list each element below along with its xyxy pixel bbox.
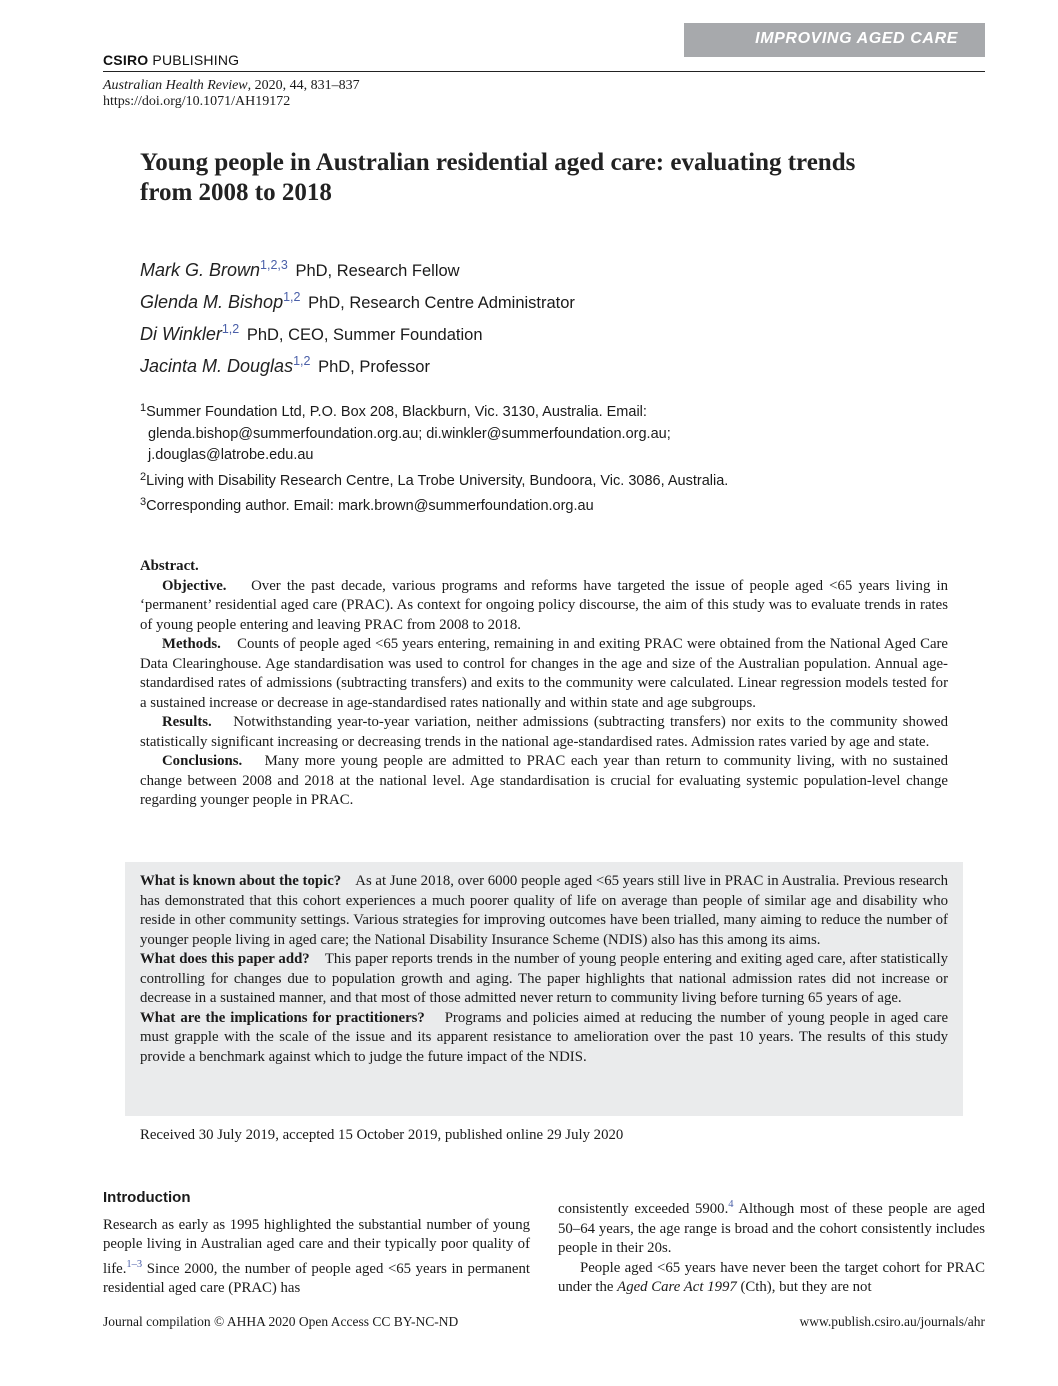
author-row — [140, 354, 575, 386]
objective-text: Over the past decade, various programs and reforms have targeted the issue of people aged <65 years living in ‘permanent’ residential aged care (PRAC). As context for ongoing policy discourse, the aim of this study was to evaluate trends in rates of young people entering and leaving PRAC from 2008 to 2018. — [140, 577, 948, 633]
affil-sup: 3 — [140, 496, 147, 508]
methods-text: Counts of people aged <65 years entering, remaining in and exiting PRAC were obtained from the National Aged Care Data Clearinghouse. Age standardisation was used to control for changes in the age and size of the Australian population. Annual age-standardised rates of admissions (subtracting transfers) and exits to the community were calculated. Linear regression models tested for a sustained increase or decrease in age-standardised rates nationally and within state and age subgroups. — [140, 636, 949, 711]
intro-paragraph — [558, 1259, 985, 1298]
author-desc: PhD, CEO, Summer Foundation — [246, 326, 483, 344]
author-row — [140, 322, 575, 354]
implications-text: Programs and policies aimed at reducing the number of young people in aged care must grapple with the scale of the issue and its apparent resistance to amelioration over the past 10 years. The results of this study provide a benchmark against which to judge the future impact of the NDIS. — [140, 1009, 949, 1065]
implications-label: What are the implications for practitioners? — [140, 1009, 425, 1026]
affiliations — [140, 398, 728, 518]
author-affil-sup[interactable]: 1,2 — [221, 322, 240, 336]
intro-left-column — [103, 1188, 530, 1299]
abstract — [140, 557, 948, 811]
author-desc: PhD, Research Centre Administrator — [308, 294, 575, 312]
author-list — [140, 258, 575, 386]
affil-1-emails-cont: j.douglas@latrobe.edu.au — [148, 447, 314, 463]
conclusions-text: Many more young people are admitted to PRAC each year than return to community living, with no sustained change between 2008 and 2018 at the national level. Age standardisation is crucial for evaluating systemic population-level change regarding younger people in PRAC. — [140, 753, 948, 808]
author-affil-sup[interactable]: 1,2,3 — [260, 258, 288, 272]
objective-label: Objective. — [162, 577, 227, 594]
section-banner-label: IMPROVING AGED CARE — [755, 30, 958, 47]
article-title: Young people in Australian residential aged care: evaluating trends from 2008 to 2018 — [140, 149, 856, 206]
summary-box — [125, 862, 963, 1116]
affil-1-line: Summer Foundation Ltd, P.O. Box 208, Blackburn, Vic. 3130, Australia. Email: — [146, 404, 647, 420]
header-rule — [103, 71, 985, 72]
author-name: Jacinta M. Douglas — [140, 356, 294, 376]
author-affil-sup[interactable]: 1,2 — [293, 354, 311, 368]
footer-copyright: Journal compilation © AHHA 2020 Open Access CC BY-NC-ND — [103, 1314, 459, 1329]
affil-sup: 1 — [140, 402, 147, 414]
results-text: Notwithstanding year-to-year variation, neither admissions (subtracting transfers) nor exits to the community showed statistically significant increasing or decreasing trends in the national age-standardised rates. Admission rates varied by age and state. — [140, 714, 948, 750]
intro-paragraph — [558, 1195, 985, 1259]
abstract-results — [140, 713, 948, 752]
summary-known — [140, 872, 948, 950]
abstract-objective — [140, 577, 948, 636]
adds-text: This paper reports trends in the number of young people entering and exiting aged care, after statistically controlling for changes due to population growth and aging. The paper highlights that national admission rates did not increase or decrease in a sustained manner, and that most of those admitted never return to community living before turning 65 years of age. — [140, 951, 949, 1006]
citation-ref[interactable]: 1–3 — [126, 1258, 143, 1270]
author-name: Mark G. Brown — [140, 260, 261, 280]
journal-details: , 2020, 44, 831–837 — [247, 78, 360, 93]
author-desc: PhD, Research Fellow — [295, 262, 460, 280]
author-row — [140, 290, 575, 322]
conclusions-label: Conclusions. — [162, 753, 243, 769]
footer-url[interactable]: www.publish.csiro.au/journals/ahr — [799, 1314, 985, 1329]
publication-dates: Received 30 July 2019, accepted 15 October 2019, published online 29 July 2020 — [140, 1127, 624, 1143]
methods-label: Methods. — [162, 636, 221, 652]
journal-name: Australian Health Review — [103, 78, 248, 93]
known-text: As at June 2018, over 6000 people aged <65 years still live in PRAC in Australia. Previous research has demonstrated that this cohort experiences a much poorer quality of life on average than people of similar age and disability who reside in other community settings. Various strategies for improving outcomes have been trialled, many aiming to reduce the number of younger people living in aged care; the National Disability Insurance Scheme (NDIS) also has this among its aims. — [140, 873, 949, 948]
author-name: Glenda M. Bishop — [140, 292, 284, 312]
author-affil-sup[interactable]: 1,2 — [283, 290, 301, 304]
act-title: Aged Care Act 1997 — [617, 1279, 737, 1295]
summary-implications — [140, 1009, 948, 1068]
citation-ref[interactable]: 4 — [728, 1199, 734, 1210]
intro-text-cont: Although most of these people are aged 50–64 years, the age range is broad and the cohort consistently includes people in their 20s. — [558, 1201, 986, 1256]
corresponding-author: Corresponding author. Email: mark.brown@summerfoundation.org.au — [146, 498, 594, 514]
intro-text-cont: (Cth), but they are not — [736, 1279, 872, 1295]
affil-sup: 2 — [140, 470, 147, 483]
abstract-conclusions — [140, 752, 948, 811]
publisher-rest: PUBLISHING — [148, 52, 240, 68]
intro-right-column — [558, 1195, 985, 1298]
author-row — [140, 258, 575, 290]
section-heading: Introduction — [103, 1189, 191, 1206]
journal-citation — [103, 78, 360, 110]
known-label: What is known about the topic? — [140, 873, 342, 889]
publisher-name — [103, 52, 239, 68]
affil-1-emails: glenda.bishop@summerfoundation.org.au; di.winkler@summerfoundation.org.au; — [148, 425, 671, 442]
abstract-heading: Abstract. — [140, 558, 199, 574]
intro-text: consistently exceeded 5900. — [558, 1201, 729, 1217]
author-name: Di Winkler — [140, 324, 222, 344]
intro-text-cont: Since 2000, the number of people aged <65 years in permanent residential aged care (PRAC) has — [103, 1260, 530, 1296]
intro-text: People aged <65 years have never been the target cohort for PRAC under the — [558, 1259, 985, 1295]
doi-link[interactable]: https://doi.org/10.1071/AH19172 — [103, 94, 291, 109]
results-label: Results. — [162, 714, 212, 730]
summary-adds — [140, 950, 948, 1009]
abstract-methods — [140, 635, 948, 713]
author-desc: PhD, Professor — [318, 358, 430, 376]
adds-label: What does this paper add? — [140, 951, 310, 967]
intro-text: Research as early as 1995 highlighted the substantial number of young people living in Australian aged care and their typically poor quality of life. — [103, 1216, 530, 1277]
intro-paragraph — [103, 1216, 530, 1299]
publisher-bold: CSIRO — [103, 52, 149, 68]
section-banner — [684, 23, 985, 57]
affil-2-line: Living with Disability Research Centre, La Trobe University, Bundoora, Vic. 3086, Australia. — [146, 472, 729, 489]
